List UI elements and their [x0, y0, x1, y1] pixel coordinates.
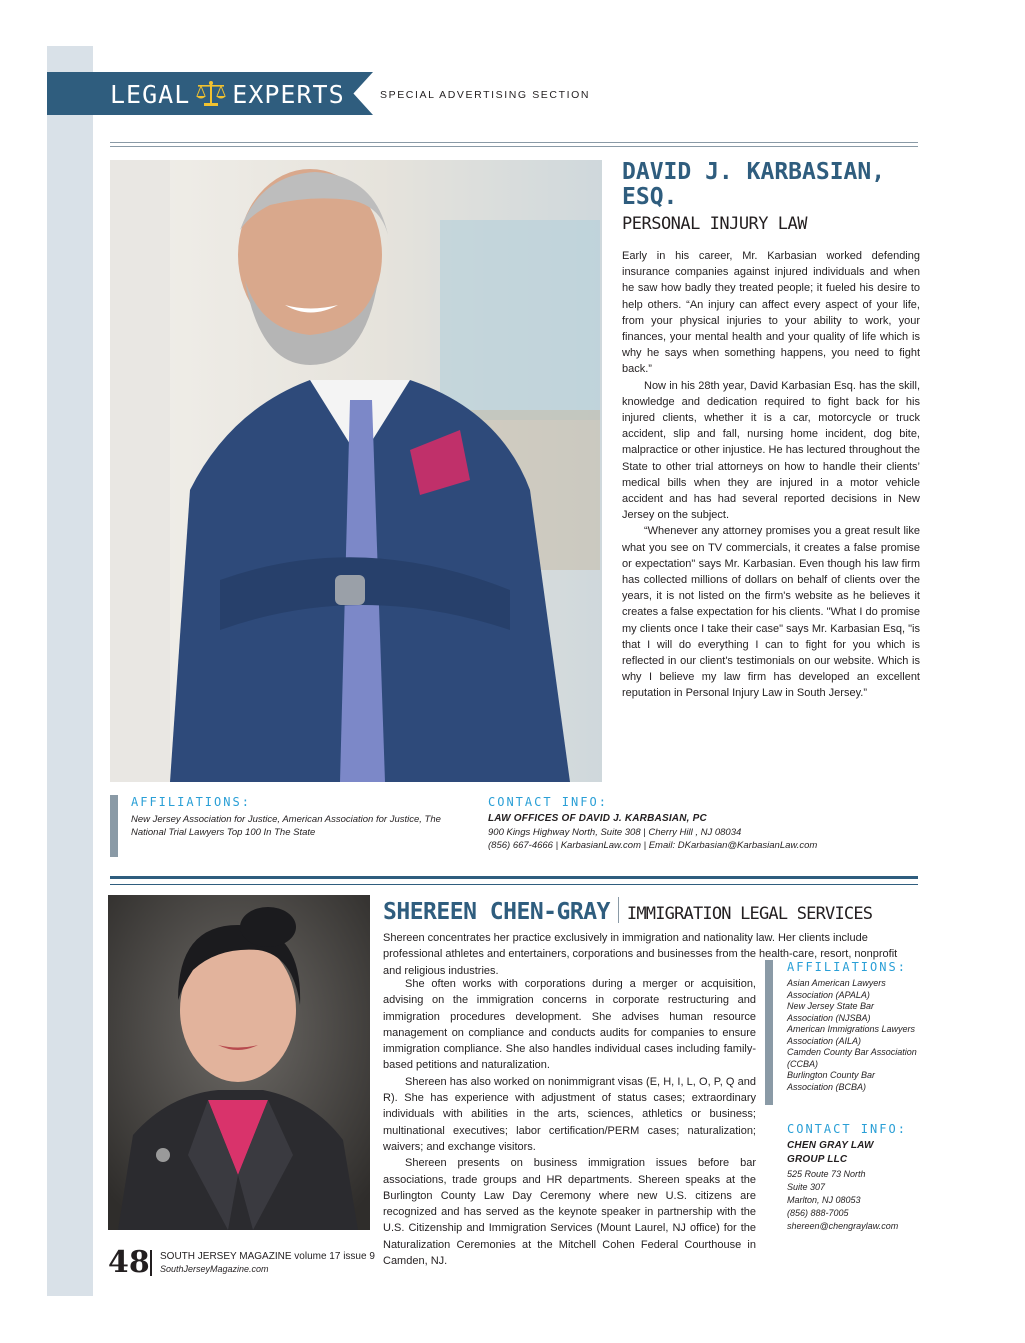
scales-icon — [194, 79, 228, 109]
attorney2-specialty: IMMIGRATION LEGAL SERVICES — [626, 904, 873, 924]
attorney2-bio-paragraph: She often works with corporations during a merger or acquisition, advising on the immigration concerns in corporate restructuring and immigration procedures development. She advises human resource management on compliance and conducts audits for companies to ensure immigration compliance. She also handles individual cases including family-based petitions and naturalization. — [383, 978, 756, 1072]
karbasian-portrait — [110, 160, 602, 782]
magazine-url: SouthJerseyMagazine.com — [160, 1264, 269, 1274]
attorney2-name: SHEREEN CHEN-GRAY — [383, 899, 610, 925]
folio-separator — [150, 1250, 152, 1276]
attorney2-affiliations-label: AFFILIATIONS: — [787, 960, 907, 974]
attorney1-bio-paragraph: “Whenever any attorney promises you a great result like what you see on TV commercials, it creates a false promise or expectation" says Mr. Karbasian. Even though his law firm has collected millions of dollars on behalf of clients over the years, it is not listed on the firm's website as he believes it creates a false expectation for his clients. "What I do promise my clients once I take their case" says Mr. Karbasian Esq, "is that I will do everything I can to fight for you which is reflected in our client's testimonials on our website. Which is why I believe my law firm has developed an excellent reputation in Personal Injury Law in South Jersey.” — [622, 525, 920, 700]
attorney1-contact-label: CONTACT INFO: — [488, 795, 608, 809]
attorney1-affiliations: New Jersey Association for Justice, American Association for Justice, The National Trial Lawyers Top 100 In The State — [131, 814, 441, 838]
affiliation-item: Burlington County Bar Association (BCBA) — [787, 1070, 876, 1092]
attorney2-heading — [383, 893, 872, 925]
affiliations-accent-bar — [765, 960, 773, 1105]
affiliations-accent-bar — [110, 795, 118, 857]
attorney1-address: 900 Kings Highway North, Suite 308 | Cherry Hill , NJ 08034 — [488, 827, 742, 838]
attorney1-phone-email: (856) 667-4666 | KarbasianLaw.com | Email: DKarbasian@KarbasianLaw.com — [488, 840, 818, 851]
magazine-info: SOUTH JERSEY MAGAZINE volume 17 issue 9 — [160, 1251, 375, 1262]
attorney2-intro: Shereen concentrates her practice exclusively in immigration and nationality law. Her clients include professional athletes and entertainers, corporations and businesses from the health-care, resort, nonprofit and religious industries. — [383, 932, 898, 977]
attorney2-contact-details — [787, 1168, 917, 1233]
attorney1-bio — [622, 248, 920, 702]
attorney1-affiliations-label: AFFILIATIONS: — [131, 795, 251, 809]
contact-line: Suite 307 — [787, 1182, 826, 1192]
attorney2-bio-paragraph: Shereen presents on business immigration issues before bar associations, trade groups and HR departments. Shereen speaks at the Burlington County Law Day Ceremony where new U.S. citizens are recognized and has served as the keynote speaker in partnership with the U.S. Citizenship and Immigration Services (Mount Laurel, NJ office) for the Naturalization Ceremonies at the Mitchell Cohen Federal Courthouse in Camden, NJ. — [383, 1157, 756, 1268]
attorney1-specialty: PERSONAL INJURY LAW — [622, 214, 807, 234]
attorney1-name: DAVID J. KARBASIAN, ESQ. — [622, 159, 886, 210]
attorney2-affiliations-list — [787, 978, 917, 1093]
banner-title-right: EXPERTS — [232, 79, 345, 109]
affiliation-item: Camden County Bar Association (CCBA) — [787, 1047, 917, 1069]
page-number: 48 — [108, 1245, 150, 1280]
heading-separator — [618, 897, 619, 923]
top-rule — [110, 142, 918, 147]
attorney1-firm: LAW OFFICES OF DAVID J. KARBASIAN, PC — [488, 813, 707, 824]
contact-line: Marlton, NJ 08053 — [787, 1195, 861, 1205]
affiliation-item: New Jersey State Bar Association (NJSBA) — [787, 1001, 875, 1023]
chen-gray-portrait — [108, 895, 370, 1230]
attorney2-bio — [383, 976, 756, 1269]
contact-line: shereen@chengraylaw.com — [787, 1221, 899, 1231]
attorney2-firm: CHEN GRAY LAW GROUP LLC — [787, 1140, 874, 1165]
attorney1-bio-paragraph: Early in his career, Mr. Karbasian worked defending insurance companies against injured individuals and when he saw how badly they treated people; it fueled his desire to help others. “An injury can affect every aspect of your life, from your physical injuries to your ability to work, your finances, your mental health and your quality of life which is why he says when something happens, you need to fight back.” — [622, 250, 920, 376]
section-label: SPECIAL ADVERTISING SECTION — [380, 89, 591, 101]
attorney2-contact-label: CONTACT INFO: — [787, 1122, 907, 1136]
contact-line: (856) 888-7005 — [787, 1208, 849, 1218]
affiliation-item: Asian American Lawyers Association (APALA) — [787, 978, 886, 1000]
affiliation-item: American Immigrations Lawyers Association (AILA) — [787, 1024, 916, 1046]
attorney1-bio-paragraph: Now in his 28th year, David Karbasian Esq. has the skill, knowledge and dedication required to fight back for his injured clients, whether it is a car, motorcycle or truck accident, slip and fall, nursing home incident, dog bite, malpractice or other injustice. He has lectured throughout the State to other trial attorneys on how to handle their clients’ medical bills when they are injured in a motor vehicle accident and has had several reported decisions in New Jersey on the subject. — [622, 379, 920, 522]
contact-line: 525 Route 73 North — [787, 1169, 866, 1179]
banner-title-left: LEGAL — [110, 79, 191, 109]
attorney2-bio-paragraph: Shereen has also worked on nonimmigrant visas (E, H, I, L, O, P, Q and R). She has experience with adjustment of status cases; extraordinary individuals with abilities in the arts, sciences, athletics or business; multinational executives; labor certification/PERM cases; naturalization; waivers; and exchange visitors. — [383, 1075, 756, 1153]
side-strip — [47, 46, 93, 1296]
section-divider — [110, 876, 918, 885]
banner-title — [110, 78, 345, 110]
